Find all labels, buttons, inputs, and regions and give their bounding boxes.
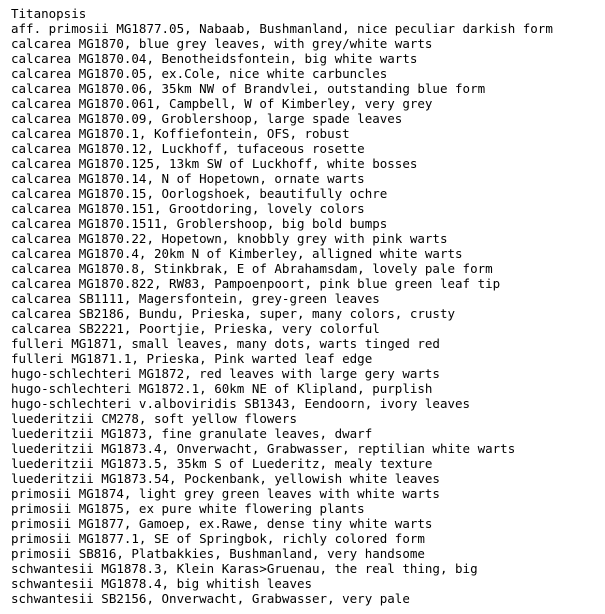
list-item: fulleri MG1871.1, Prieska, Pink warted leaf edge bbox=[11, 351, 373, 366]
list-item: primosii MG1877.1, SE of Springbok, richly colored form bbox=[11, 531, 425, 546]
list-item: schwantesii SB2156, Onverwacht, Grabwasser, very pale bbox=[11, 591, 410, 606]
list-item: calcarea MG1870.12, Luckhoff, tufaceous rosette bbox=[11, 141, 365, 156]
list-item: calcarea MG1870.22, Hopetown, knobbly grey with pink warts bbox=[11, 231, 448, 246]
list-item: calcarea SB2221, Poortjie, Prieska, very colorful bbox=[11, 321, 380, 336]
list-item: calcarea MG1870.061, Campbell, W of Kimberley, very grey bbox=[11, 96, 433, 111]
list-item: calcarea MG1870.15, Oorlogshoek, beautifully ochre bbox=[11, 186, 388, 201]
list-item: schwantesii MG1878.3, Klein Karas>Gruenau, the real thing, big bbox=[11, 561, 478, 576]
list-item: calcarea MG1870.8, Stinkbrak, E of Abrahamsdam, lovely pale form bbox=[11, 261, 493, 276]
list-item: luederitzii MG1873, fine granulate leaves, dwarf bbox=[11, 426, 373, 441]
list-item: hugo-schlechteri MG1872, red leaves with large gery warts bbox=[11, 366, 440, 381]
list-item: hugo-schlechteri MG1872.1, 60km NE of Klipland, purplish bbox=[11, 381, 433, 396]
list-item: calcarea MG1870.4, 20km N of Kimberley, alligned white warts bbox=[11, 246, 463, 261]
list-item: calcarea MG1870, blue grey leaves, with grey/white warts bbox=[11, 36, 433, 51]
list-item: primosii MG1875, ex pure white flowering plants bbox=[11, 501, 365, 516]
list-item: luederitzii MG1873.54, Pockenbank, yellowish white leaves bbox=[11, 471, 440, 486]
list-item: schwantesii MG1878.4, big whitish leaves bbox=[11, 576, 313, 591]
list-item: calcarea SB2186, Bundu, Prieska, super, many colors, crusty bbox=[11, 306, 456, 321]
list-item: primosii SB816, Platbakkies, Bushmanland, very handsome bbox=[11, 546, 425, 561]
list-item: luederitzii MG1873.4, Onverwacht, Grabwasser, reptilian white warts bbox=[11, 441, 516, 456]
genus-title: Titanopsis bbox=[11, 6, 87, 21]
list-item: luederitzii MG1873.5, 35km S of Luederitz, mealy texture bbox=[11, 456, 433, 471]
list-item: calcarea MG1870.822, RW83, Pampoenpoort, pink blue green leaf tip bbox=[11, 276, 501, 291]
list-item: calcarea MG1870.1, Koffiefontein, OFS, robust bbox=[11, 126, 350, 141]
list-item: aff. primosii MG1877.05, Nabaab, Bushmanland, nice peculiar darkish form bbox=[11, 21, 553, 36]
list-item: primosii MG1874, light grey green leaves with white warts bbox=[11, 486, 440, 501]
list-item: luederitzii CM278, soft yellow flowers bbox=[11, 411, 297, 426]
list-item: calcarea MG1870.151, Grootdoring, lovely colors bbox=[11, 201, 365, 216]
list-item: calcarea MG1870.1511, Groblershoop, big bold bumps bbox=[11, 216, 388, 231]
list-item: primosii MG1877, Gamoep, ex.Rawe, dense tiny white warts bbox=[11, 516, 433, 531]
list-item: calcarea MG1870.09, Groblershoop, large spade leaves bbox=[11, 111, 403, 126]
list-item: calcarea MG1870.06, 35km NW of Brandvlei, outstanding blue form bbox=[11, 81, 486, 96]
list-item: calcarea SB1111, Magersfontein, grey-green leaves bbox=[11, 291, 380, 306]
list-item: calcarea MG1870.04, Benotheidsfontein, big white warts bbox=[11, 51, 418, 66]
list-item: fulleri MG1871, small leaves, many dots, warts tinged red bbox=[11, 336, 440, 351]
list-item: hugo-schlechteri v.alboviridis SB1343, Eendoorn, ivory leaves bbox=[11, 396, 471, 411]
list-item: calcarea MG1870.14, N of Hopetown, ornate warts bbox=[11, 171, 365, 186]
list-item: calcarea MG1870.05, ex.Cole, nice white carbuncles bbox=[11, 66, 388, 81]
list-item: calcarea MG1870.125, 13km SW of Luckhoff, white bosses bbox=[11, 156, 418, 171]
